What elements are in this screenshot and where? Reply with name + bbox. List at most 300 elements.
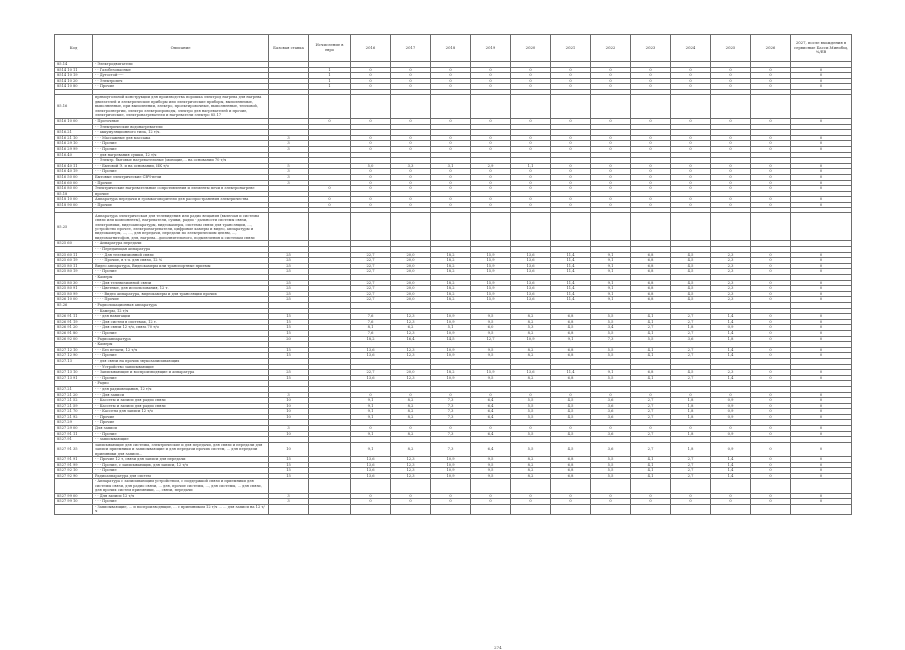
rate-cell: 12,3 — [391, 375, 431, 381]
code-cell: 8516 50 00 — [55, 174, 93, 180]
code-cell: 8516.40 — [55, 152, 93, 158]
rate-cell — [391, 504, 431, 514]
rate-cell: 9,5 — [471, 462, 511, 468]
table-body — [55, 62, 852, 515]
rate-cell: 13,6 — [511, 280, 551, 286]
rate-cell — [751, 479, 791, 493]
rate-cell: 0 — [511, 392, 551, 398]
rate-cell: 13,6 — [511, 370, 551, 376]
rate-cell — [431, 213, 471, 241]
rate-cell: 9,1 — [351, 398, 391, 404]
rate-cell: 0 — [351, 78, 391, 84]
rate-cell: 0 — [471, 118, 511, 124]
rate-cell: 2,7 — [671, 462, 711, 468]
rate-cell: 6,8 — [551, 462, 591, 468]
rate-cell: 0 — [671, 141, 711, 147]
rate-cell: 3,1 — [431, 163, 471, 169]
code-cell: 8514 10 19 — [55, 73, 93, 79]
description-cell: - Прочие — [93, 180, 269, 186]
rate-cell: 9,1 — [591, 269, 631, 275]
rate-cell: 13,6 — [351, 473, 391, 479]
base-rate-cell: 25 — [269, 280, 309, 286]
column-header: 2018 — [431, 35, 471, 62]
description-cell: - - - Прочие — [93, 169, 269, 175]
rate-cell: 22,7 — [351, 297, 391, 303]
rate-cell: 0 — [471, 73, 511, 79]
rate-cell: 0 — [711, 186, 751, 192]
rate-cell: 0 — [791, 291, 852, 297]
rate-cell: 4,5 — [551, 403, 591, 409]
rate-cell: 0 — [591, 202, 631, 208]
rate-cell — [711, 94, 751, 118]
rate-cell: 2,3 — [711, 370, 751, 376]
unit-cell — [309, 504, 351, 514]
rate-cell: 0 — [431, 392, 471, 398]
base-rate-cell — [269, 479, 309, 493]
rate-cell: 8,2 — [391, 431, 431, 437]
rate-cell: 1,1 — [511, 163, 551, 169]
rate-cell: 0 — [751, 392, 791, 398]
rate-cell: 3,6 — [591, 398, 631, 404]
description-cell: - Радиоаппаратура — [93, 336, 269, 342]
rate-cell: 0 — [711, 202, 751, 208]
rate-cell: 0 — [351, 499, 391, 505]
rate-cell: 8,2 — [511, 314, 551, 320]
rate-cell: 1,8 — [711, 336, 751, 342]
description-cell: - - Кассеты и записи для радио связи — [93, 403, 269, 409]
rate-cell: 2,3 — [711, 297, 751, 303]
rate-cell: 0 — [591, 67, 631, 73]
rate-cell: 0 — [631, 426, 671, 432]
rate-cell: 0 — [791, 375, 852, 381]
description-cell: - Камеры — [93, 342, 269, 348]
description-cell: - - - - Прочие — [93, 297, 269, 303]
rate-cell — [631, 504, 671, 514]
rate-cell — [791, 479, 852, 493]
rate-cell: 4,1 — [631, 314, 671, 320]
rate-cell: 0 — [751, 462, 791, 468]
rate-cell: 0 — [791, 186, 852, 192]
description-cell: - - - Для систем в системах, 12 т. — [93, 319, 269, 325]
rate-cell: 0 — [511, 67, 551, 73]
rate-cell — [591, 213, 631, 241]
rate-cell: 0 — [551, 202, 591, 208]
rate-cell: 5,5 — [511, 442, 551, 456]
column-header: 2027, после вхождения в сервисные Басси.Минобщ, %/ЕВ — [791, 35, 852, 62]
rate-cell — [551, 504, 591, 514]
rate-cell: 1,4 — [711, 468, 751, 474]
rate-cell: 0 — [591, 118, 631, 124]
rate-cell: 6,8 — [551, 347, 591, 353]
rate-cell: 0 — [631, 174, 671, 180]
rate-cell: 0 — [671, 135, 711, 141]
rate-cell: 0 — [351, 169, 391, 175]
rate-cell: 0 — [511, 118, 551, 124]
rate-cell: 8,2 — [511, 375, 551, 381]
description-cell: - - Электр. бытовые нагревательные (моющие,... на основании 70 т/ч — [93, 158, 269, 164]
rate-cell: 10,9 — [431, 330, 471, 336]
rate-cell: 0 — [791, 319, 852, 325]
rate-cell: 0 — [431, 499, 471, 505]
table-row — [55, 442, 852, 456]
column-header: 2025 — [711, 35, 751, 62]
rate-cell: 0 — [391, 84, 431, 90]
code-cell: 8526 91 11 — [55, 314, 93, 320]
base-rate-cell: 15 — [269, 375, 309, 381]
rate-cell: 0 — [671, 197, 711, 203]
rate-cell: 13,6 — [351, 375, 391, 381]
rate-cell: 0 — [711, 174, 751, 180]
rate-cell: 0 — [551, 174, 591, 180]
rate-cell: 0 — [631, 202, 671, 208]
rate-cell — [751, 94, 791, 118]
code-cell: 8518 10 00 — [55, 197, 93, 203]
rate-cell: 0 — [471, 141, 511, 147]
rate-cell — [431, 94, 471, 118]
rate-cell: 9,5 — [471, 375, 511, 381]
rate-cell: 0 — [631, 163, 671, 169]
rate-cell — [351, 479, 391, 493]
rate-cell: 9,1 — [591, 286, 631, 292]
rate-cell: 5,5 — [591, 375, 631, 381]
rate-cell: 8,2 — [391, 409, 431, 415]
rate-cell: 18,2 — [431, 269, 471, 275]
code-cell: 8516 29 99 — [55, 146, 93, 152]
base-rate-cell: 15 — [269, 325, 309, 331]
code-cell: 8516 40 19 — [55, 169, 93, 175]
rate-cell: 15,9 — [471, 263, 511, 269]
rate-cell: 0 — [511, 146, 551, 152]
rate-cell: 2,7 — [631, 398, 671, 404]
rate-cell: 0 — [591, 493, 631, 499]
rate-cell: 0 — [551, 180, 591, 186]
rate-cell: 4,1 — [631, 330, 671, 336]
rate-cell: 0 — [431, 197, 471, 203]
rate-cell: 0 — [511, 84, 551, 90]
rate-cell: 0 — [791, 197, 852, 203]
table-row — [55, 457, 852, 463]
code-cell: 8514 10 11 — [55, 67, 93, 73]
rate-cell: 0 — [631, 180, 671, 186]
rate-cell: 2,7 — [671, 457, 711, 463]
rate-cell: 0 — [791, 67, 852, 73]
rate-cell: 0 — [551, 146, 591, 152]
base-rate-cell: 3 — [269, 493, 309, 499]
rate-cell: 2,7 — [671, 375, 711, 381]
rate-cell: 0 — [751, 78, 791, 84]
description-cell: - - Дугостой----- — [93, 73, 269, 79]
rate-cell: 0 — [791, 314, 852, 320]
table-row — [55, 479, 852, 493]
code-cell: 8525 60 11 — [55, 252, 93, 258]
rate-cell: 0 — [751, 263, 791, 269]
rate-cell: 4,1 — [631, 468, 671, 474]
rate-cell: 5,5 — [511, 414, 551, 420]
base-rate-cell: 15 — [269, 353, 309, 359]
rate-cell: 2,9 — [471, 163, 511, 169]
rate-cell: 0 — [791, 347, 852, 353]
description-cell: - - - для радиовещания, 12 т/ч — [93, 386, 269, 392]
rate-cell: 0 — [671, 78, 711, 84]
description-cell: - - - Цветные, для использования, 12 т. — [93, 286, 269, 292]
code-cell: 8527 13 91 — [55, 375, 93, 381]
code-cell: 8527 29 00 — [55, 426, 93, 432]
rate-cell: 0 — [791, 269, 852, 275]
rate-cell: 2,3 — [711, 258, 751, 264]
rate-cell: 0 — [631, 499, 671, 505]
rate-cell: 0 — [551, 84, 591, 90]
column-header: 2026 — [751, 35, 791, 62]
rate-cell: 2,3 — [711, 291, 751, 297]
rate-cell: 0 — [631, 118, 671, 124]
base-rate-cell: 25 — [269, 263, 309, 269]
rate-cell: 0 — [551, 141, 591, 147]
rate-cell: 0 — [351, 426, 391, 432]
rate-cell: 0 — [591, 197, 631, 203]
rate-cell: 0 — [751, 169, 791, 175]
rate-cell: 18,2 — [431, 280, 471, 286]
rate-cell: 5,5 — [591, 473, 631, 479]
rate-cell: 8,2 — [511, 457, 551, 463]
rate-cell: 0 — [511, 135, 551, 141]
rate-cell — [351, 504, 391, 514]
rate-cell: 0 — [791, 118, 852, 124]
rate-cell: 3,6 — [591, 431, 631, 437]
rate-cell: 0 — [511, 186, 551, 192]
rate-cell: 18,2 — [431, 291, 471, 297]
rate-cell: 0 — [591, 180, 631, 186]
rate-cell: 1,4 — [711, 347, 751, 353]
rate-cell: 0 — [631, 84, 671, 90]
rate-cell: 0 — [471, 78, 511, 84]
code-cell: 8527 21 70 — [55, 409, 93, 415]
rate-cell: 9,5 — [471, 319, 511, 325]
code-cell: 8518 90 00 — [55, 202, 93, 208]
rate-cell: 9,5 — [471, 314, 511, 320]
rate-cell: 20,0 — [391, 269, 431, 275]
rate-cell: 0 — [391, 426, 431, 432]
rate-cell: 2,7 — [631, 442, 671, 456]
description-cell: - - - Прочие — [93, 431, 269, 437]
rate-cell: 9,1 — [351, 409, 391, 415]
base-rate-cell: 10 — [269, 403, 309, 409]
column-header: 2021 — [551, 35, 591, 62]
rate-cell — [671, 94, 711, 118]
rate-cell: 0 — [751, 319, 791, 325]
rate-cell: 0 — [431, 78, 471, 84]
rate-cell: 0 — [791, 403, 852, 409]
rate-cell — [631, 479, 671, 493]
rate-cell: 0 — [591, 174, 631, 180]
rate-cell: 0 — [351, 67, 391, 73]
rate-cell: 15,9 — [471, 291, 511, 297]
code-cell: 8525 80 30 — [55, 280, 93, 286]
rate-cell: 6,8 — [551, 473, 591, 479]
rate-cell: 0 — [591, 426, 631, 432]
rate-cell: 8,2 — [511, 462, 551, 468]
description-cell: - - Записывающие и воспроизводящие и аппаратура — [93, 370, 269, 376]
rate-cell — [711, 213, 751, 241]
description-cell: - - - Передающая аппаратура — [93, 247, 269, 253]
rate-cell: 0 — [551, 163, 591, 169]
rate-cell: 0 — [751, 202, 791, 208]
rate-cell: 0 — [431, 169, 471, 175]
column-header: 2022 — [591, 35, 631, 62]
table-row — [55, 263, 852, 269]
rate-cell: 0 — [791, 141, 852, 147]
rate-cell: 0 — [671, 84, 711, 90]
rate-cell — [551, 94, 591, 118]
description-cell: - - Газобезопасные — [93, 67, 269, 73]
description-cell: - - Кассеты и записи для радио связи — [93, 398, 269, 404]
rate-cell: 4,5 — [551, 325, 591, 331]
base-rate-cell: 25 — [269, 291, 309, 297]
rate-cell: 12,3 — [391, 468, 431, 474]
rate-cell: 0 — [391, 146, 431, 152]
rate-cell: 3,6 — [591, 403, 631, 409]
rate-cell: 0 — [791, 392, 852, 398]
rate-cell: 20,0 — [391, 297, 431, 303]
description-cell: - - - Без печати, 12 т/ч — [93, 347, 269, 353]
description-cell: - - - - Прочие, в т.ч. для связи, 12 % — [93, 258, 269, 264]
rate-cell: 0 — [551, 426, 591, 432]
rate-cell: 0 — [751, 457, 791, 463]
rate-cell: 8,2 — [511, 468, 551, 474]
rate-cell: 0 — [391, 118, 431, 124]
rate-cell: 0 — [751, 330, 791, 336]
unit-cell: 1 — [309, 73, 351, 79]
description-cell: Аппаратура электрическая для телевидения или радио вещания (включая и системы связи или компоненты), нагреватели, сушки, радио - дальности системы связи, электроники, видеоаппаратуры, видеокамеры, системы связи для трансляции, ..., устройство прочее, электронагреватели, цифровые камеры и видео, аппаратуры и видеокамеры, ..., ..., для передачи, передачи по электрическим цепям, ..., видеомагнитофон, для, нагрева...дополнительного, подключения к системам связи — [93, 213, 269, 241]
rate-cell: 0 — [751, 442, 791, 456]
rate-cell: 0 — [351, 135, 391, 141]
rate-cell — [351, 213, 391, 241]
rate-cell: 0 — [351, 493, 391, 499]
base-rate-cell: 15 — [269, 314, 309, 320]
rate-cell: 1,4 — [711, 473, 751, 479]
description-cell: - - - Прочие — [93, 499, 269, 505]
rate-cell: 0 — [631, 146, 671, 152]
rate-cell: 0 — [751, 370, 791, 376]
rate-cell: 12,3 — [391, 462, 431, 468]
rate-cell: 18,2 — [351, 336, 391, 342]
rate-cell: 8,2 — [391, 403, 431, 409]
description-cell: - - - Прочие — [93, 468, 269, 474]
rate-cell: 22,7 — [351, 291, 391, 297]
rate-cell: 13,6 — [351, 457, 391, 463]
rate-cell: 7,3 — [431, 403, 471, 409]
rate-cell: 1,4 — [711, 353, 751, 359]
rate-cell: 0 — [791, 84, 852, 90]
rate-cell: 0 — [751, 163, 791, 169]
rate-cell: 6,8 — [551, 319, 591, 325]
rate-cell: 18,2 — [431, 258, 471, 264]
rate-cell: 0 — [751, 353, 791, 359]
rate-cell: 0 — [511, 499, 551, 505]
rate-cell: 12,3 — [391, 347, 431, 353]
table-row — [55, 213, 852, 241]
rate-cell: 0 — [431, 426, 471, 432]
rate-cell: 13,6 — [511, 258, 551, 264]
base-rate-cell: 3 — [269, 392, 309, 398]
rate-cell: 0 — [751, 375, 791, 381]
rate-cell: 8,2 — [391, 442, 431, 456]
base-rate-cell — [269, 504, 309, 514]
rate-cell: 0 — [751, 291, 791, 297]
rate-cell: 0 — [431, 493, 471, 499]
description-cell: Для записи — [93, 426, 269, 432]
code-cell: 8525 60 — [55, 241, 93, 247]
table-row — [55, 291, 852, 297]
rate-cell — [391, 94, 431, 118]
rate-cell: 12,3 — [391, 319, 431, 325]
base-rate-cell: 15 — [269, 462, 309, 468]
rate-cell: 8,2 — [511, 347, 551, 353]
rate-cell: 0 — [711, 67, 751, 73]
table-row — [55, 370, 852, 376]
base-rate-cell: 10 — [269, 414, 309, 420]
rate-cell: 4,5 — [551, 431, 591, 437]
base-rate-cell: 15 — [269, 468, 309, 474]
code-cell: 85.14 — [55, 62, 93, 68]
rate-cell: 2,3 — [711, 280, 751, 286]
rate-cell: 1,8 — [671, 403, 711, 409]
code-cell: 8527.29 — [55, 420, 93, 426]
column-header: 2020 — [511, 35, 551, 62]
rate-cell: 5,3 — [511, 325, 551, 331]
description-cell: - - Прочие — [93, 420, 269, 426]
rate-cell: 0 — [671, 392, 711, 398]
rate-cell: 9,1 — [591, 258, 631, 264]
rate-cell: 6,4 — [471, 403, 511, 409]
base-rate-cell: 25 — [269, 286, 309, 292]
rate-cell: 22,7 — [351, 263, 391, 269]
code-cell: 8525 80 19 — [55, 269, 93, 275]
rate-cell: 10,9 — [511, 336, 551, 342]
rate-cell: 5,1 — [431, 325, 471, 331]
rate-cell: 0 — [711, 73, 751, 79]
rate-cell: 0 — [471, 180, 511, 186]
rate-cell: 4,5 — [671, 286, 711, 292]
rate-cell: 22,7 — [351, 286, 391, 292]
description-cell: - - Электропеч — [93, 78, 269, 84]
rate-cell: 0 — [751, 258, 791, 264]
rate-cell: 10,9 — [431, 457, 471, 463]
rate-cell: 0 — [471, 135, 511, 141]
rate-cell: 4,5 — [551, 414, 591, 420]
base-rate-cell: 25 — [269, 269, 309, 275]
rate-cell: 9,1 — [591, 252, 631, 258]
description-cell: - - - для навигации — [93, 314, 269, 320]
rate-cell: 0 — [711, 392, 751, 398]
rate-cell — [631, 213, 671, 241]
rate-cell: 22,7 — [351, 252, 391, 258]
code-cell: 8525 80 91 — [55, 286, 93, 292]
rate-cell: 0 — [391, 493, 431, 499]
code-cell: 8527 21 20 — [55, 392, 93, 398]
rate-cell: 0 — [751, 280, 791, 286]
rate-cell — [471, 504, 511, 514]
unit-cell: 1 — [309, 67, 351, 73]
rate-cell: 1,4 — [711, 319, 751, 325]
rate-cell: 0 — [551, 78, 591, 84]
rate-cell: 0 — [751, 141, 791, 147]
rate-cell: 0 — [591, 135, 631, 141]
rate-cell: 0,9 — [711, 325, 751, 331]
base-rate-cell: 25 — [269, 297, 309, 303]
code-cell: 8516 40 11 — [55, 163, 93, 169]
rate-cell: 9,1 — [351, 442, 391, 456]
rate-cell: 13,6 — [511, 291, 551, 297]
